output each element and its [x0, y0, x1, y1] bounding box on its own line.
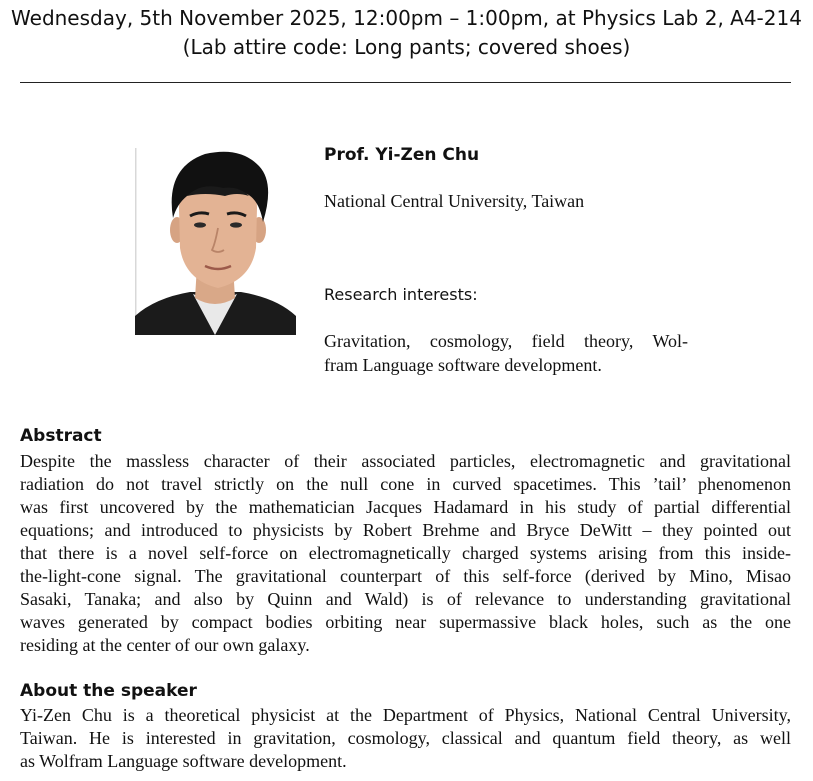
research-interests-label: Research interests:	[324, 285, 478, 304]
abstract-line: Despite the massless character of their associated particles, electromagnetic and gravitational	[20, 451, 791, 471]
about-speaker-heading: About the speaker	[20, 681, 197, 701]
abstract-line: residing at the center of our own galaxy.	[20, 635, 310, 655]
abstract-line: Sasaki, Tanaka; and also by Quinn and Wald) is of relevance to understanding gravitational	[20, 589, 791, 609]
about-line: Taiwan. He is interested in gravitation, cosmology, classical and quantum field theory, as well	[20, 728, 791, 748]
abstract-line: was first uncovered by the mathematician Jacques Hadamard in his study of partial differential	[20, 497, 791, 517]
research-line: Gravitation, cosmology, field theory, Wol-	[324, 331, 688, 351]
attire-code: (Lab attire code: Long pants; covered shoes)	[182, 35, 631, 59]
research-interests-text	[324, 329, 688, 377]
abstract-line: waves generated by compact bodies orbiting near supermassive black holes, such as the one	[20, 612, 791, 632]
header-divider	[20, 82, 791, 83]
abstract-line: that there is a novel self-force on electromagnetically charged systems arising from this inside-	[20, 543, 791, 563]
research-line: fram Language software development.	[324, 355, 602, 375]
about-line: as Wolfram Language software development.	[20, 751, 347, 771]
about-speaker-body	[20, 704, 791, 773]
about-line: Yi-Zen Chu is a theoretical physicist at the Department of Physics, National Central University,	[20, 705, 791, 725]
abstract-heading: Abstract	[20, 426, 102, 446]
abstract-line: radiation do not travel strictly on the null cone in curved spacetimes. This ’tail’ phenomenon	[20, 474, 791, 494]
speaker-name: Prof. Yi-Zen Chu	[324, 145, 480, 165]
event-details: Wednesday, 5th November 2025, 12:00pm – 1:00pm, at Physics Lab 2, A4-214	[11, 6, 802, 30]
abstract-body	[20, 450, 791, 657]
abstract-line: the-light-cone signal. The gravitational counterpart of this self-force (derived by Mino, Misao	[20, 566, 791, 586]
speaker-affiliation: National Central University, Taiwan	[324, 191, 585, 211]
speaker-photo	[135, 148, 296, 335]
abstract-line: equations; and introduced to physicists by Robert Brehme and Bryce DeWitt – they pointed out	[20, 520, 791, 540]
